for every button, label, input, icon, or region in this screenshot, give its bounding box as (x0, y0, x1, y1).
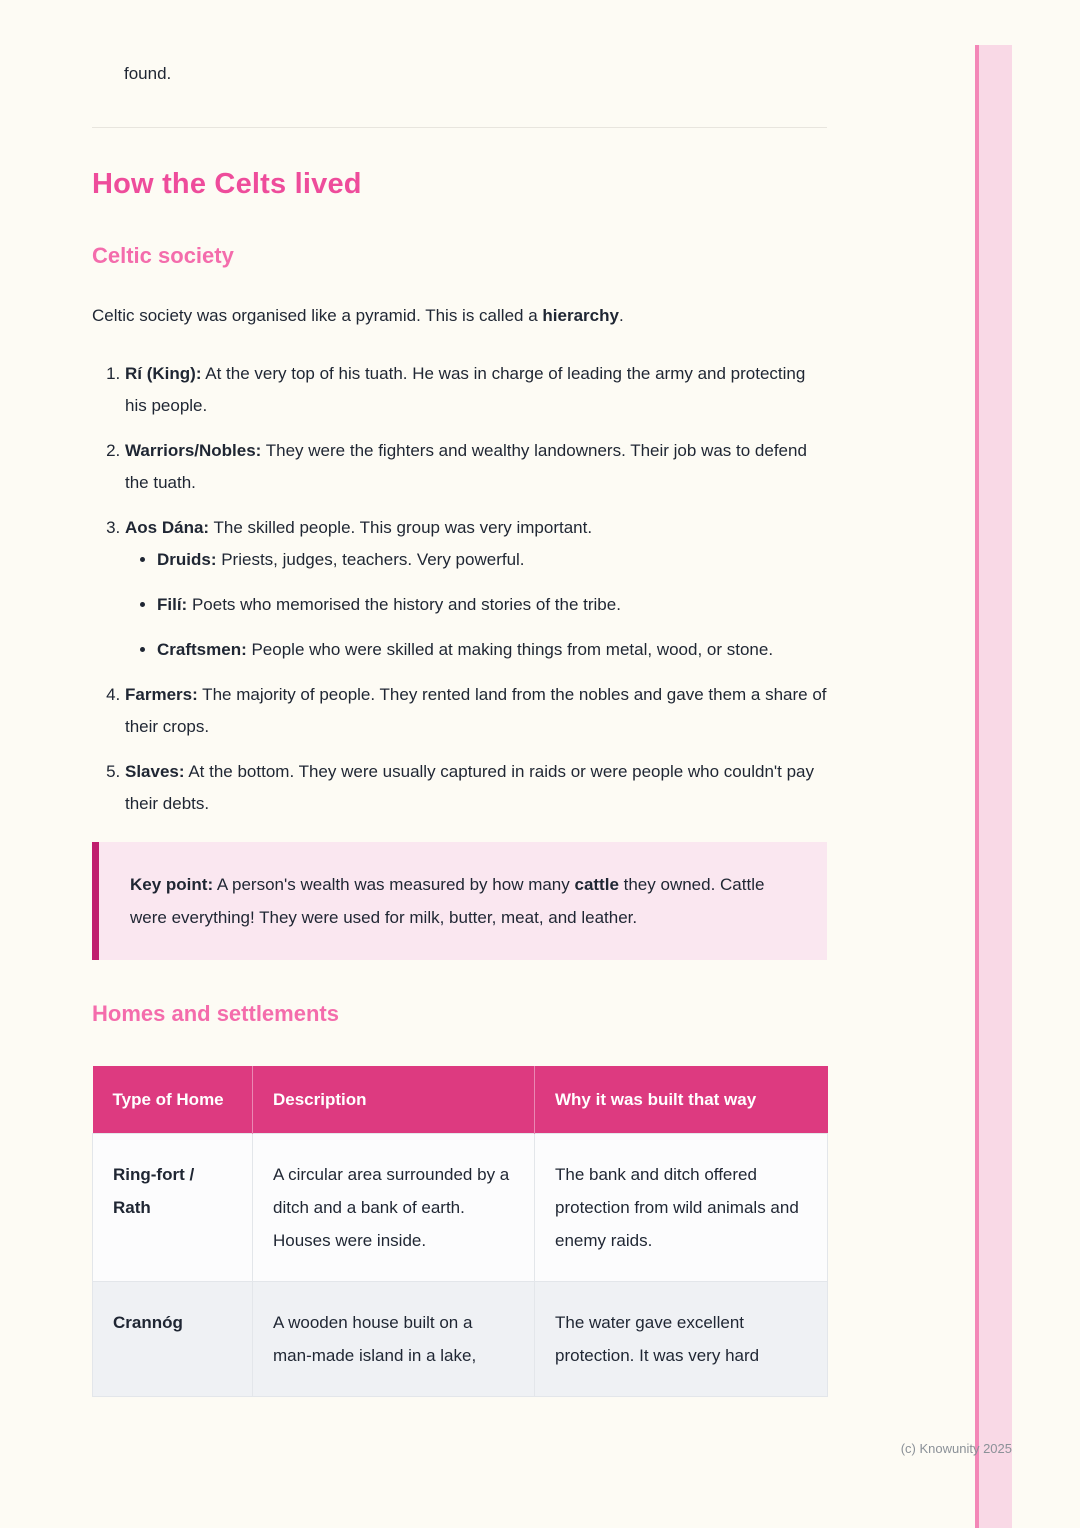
list-item-text: The skilled people. This group was very important. (209, 518, 593, 537)
key-point-body-1: A person's wealth was measured by how many (213, 875, 575, 894)
table-cell-description: A wooden house built on a man-made island in a lake, (253, 1282, 535, 1397)
table-cell-why: The water gave excellent protection. It was very hard (535, 1282, 828, 1397)
column-header-why: Why it was built that way (535, 1066, 828, 1134)
key-point-bold-term: cattle (574, 875, 619, 894)
sublist-item-text: Poets who memorised the history and stories of the tribe. (187, 595, 621, 614)
list-item-term: Aos Dána: (125, 518, 210, 537)
list-item-warriors (125, 435, 827, 499)
divider (92, 127, 827, 128)
sublist-item-term: Druids: (157, 550, 217, 569)
subsection-celtic-society: Celtic society (92, 243, 234, 268)
aos-dana-sublist (125, 544, 827, 666)
list-item-slaves (125, 756, 827, 820)
list-item-farmers (125, 679, 827, 743)
sublist-item-text: Priests, judges, teachers. Very powerful. (216, 550, 525, 569)
key-point-body-2: they owned. Cattle were everything! They were used for milk, butter, meat, and leather. (130, 875, 765, 927)
intro-bold-term: hierarchy (542, 306, 619, 325)
key-point-label: Key point: (130, 875, 214, 894)
column-header-type: Type of Home (93, 1066, 253, 1134)
table-row-ringfort (93, 1134, 828, 1282)
subsection-homes: Homes and settlements (92, 1001, 339, 1026)
sublist-item-term: Filí: (157, 595, 188, 614)
document-page (92, 0, 827, 1397)
list-item-king (125, 358, 827, 422)
list-item-text: At the bottom. They were usually captured in raids or were people who couldn't pay their debts. (125, 762, 815, 813)
watermark: (c) Knowunity 2025 (900, 1441, 1012, 1456)
table-header-row (93, 1066, 828, 1134)
list-item-text: They were the fighters and wealthy landowners. Their job was to defend the tuath. (125, 441, 807, 492)
table-cell-why: The bank and ditch offered protection from wild animals and enemy raids. (535, 1134, 828, 1282)
intro-suffix: . (618, 306, 624, 325)
key-point-callout (92, 842, 827, 960)
table-cell-type: Crannóg (93, 1282, 253, 1397)
intro-text: Celtic society was organised like a pyramid. This is called a (92, 306, 543, 325)
sublist-item-druids (157, 544, 827, 576)
list-item-text: At the very top of his tuath. He was in charge of leading the army and protecting his people. (125, 364, 806, 415)
table-cell-description: A circular area surrounded by a ditch and a bank of earth. Houses were inside. (253, 1134, 535, 1282)
list-item-text: The majority of people. They rented land from the nobles and gave them a share of their crops. (125, 685, 827, 736)
table-row-crannog (93, 1282, 828, 1397)
list-item-aos-dana (125, 512, 827, 666)
sublist-item-text: People who were skilled at making things from metal, wood, or stone. (246, 640, 774, 659)
table-cell-type: Ring-fort / Rath (93, 1134, 253, 1282)
section-title: How the Celts lived (92, 168, 362, 200)
list-item-term: Slaves: (125, 762, 185, 781)
sublist-item-craftsmen (157, 634, 827, 666)
sublist-item-term: Craftsmen: (157, 640, 247, 659)
intro-paragraph (92, 300, 827, 332)
page-top-fragment: found. (124, 64, 172, 83)
list-item-term: Rí (King): (125, 364, 202, 383)
homes-table (92, 1066, 828, 1397)
hierarchy-list (92, 358, 827, 820)
key-point-text (130, 868, 797, 934)
list-item-term: Farmers: (125, 685, 198, 704)
list-item-term: Warriors/Nobles: (125, 441, 262, 460)
sublist-item-fili (157, 589, 827, 621)
column-header-description: Description (253, 1066, 535, 1134)
right-edge-stripe (975, 45, 1012, 1528)
